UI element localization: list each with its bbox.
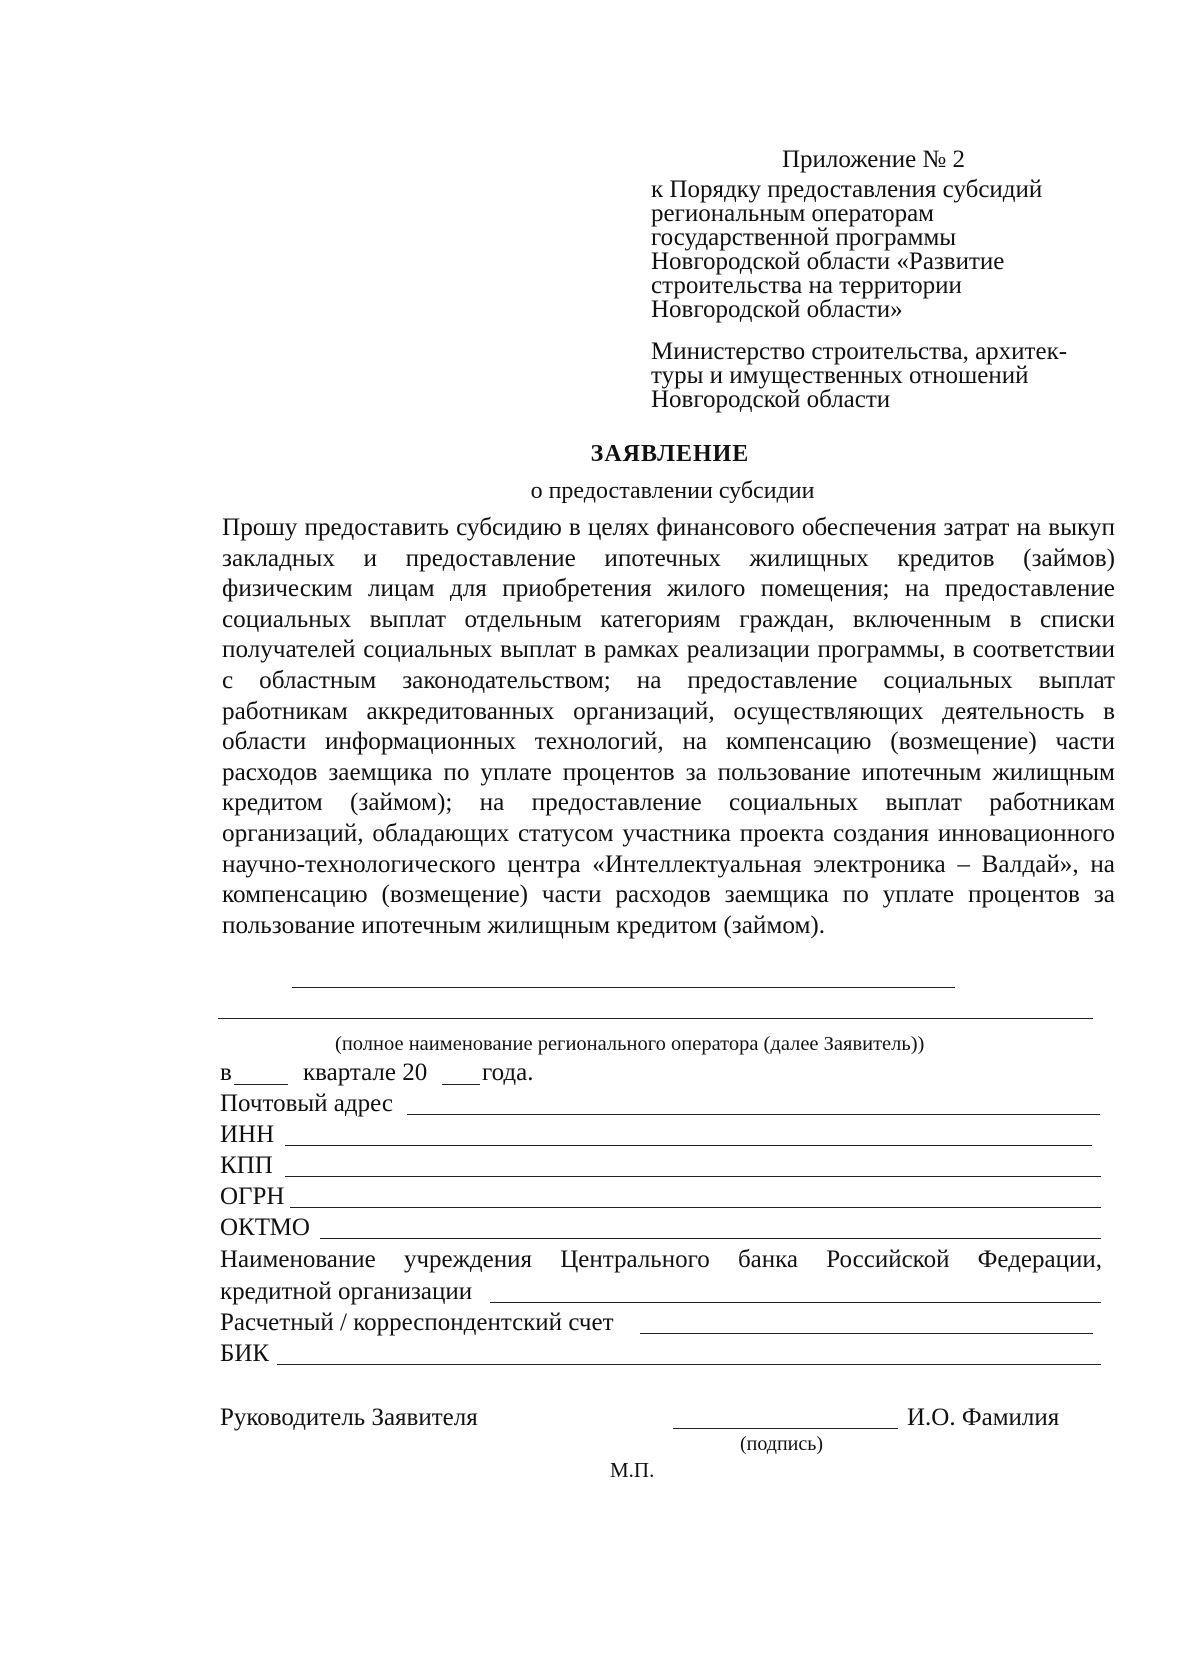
year-suffix: года.: [482, 1059, 534, 1086]
applicant-head-label: Руководитель Заявителя: [220, 1404, 478, 1431]
credit-organization-label: кредитной организации: [220, 1278, 473, 1305]
addressee-ministry: [651, 340, 1111, 412]
quarter-prefix: в: [220, 1059, 232, 1086]
stamp-place: М.П.: [610, 1458, 655, 1482]
ministry-line: Новгородской области: [651, 386, 891, 413]
inn-label: ИНН: [220, 1121, 275, 1148]
oktmo-label: ОКТМО: [220, 1214, 310, 1241]
signature-caption: (подпись): [740, 1433, 824, 1455]
postal-address-blank[interactable]: [407, 1114, 1100, 1115]
credit-organization-blank[interactable]: [490, 1302, 1101, 1303]
postal-address-label: Почтовый адрес: [220, 1090, 393, 1117]
order-line: к Порядку предоставления субсидий: [651, 176, 1043, 203]
ogrn-label: ОГРН: [220, 1183, 285, 1210]
document-subtitle: о предоставлении субсидии: [530, 478, 815, 504]
ogrn-blank[interactable]: [290, 1207, 1101, 1208]
account-label: Расчетный / корреспондентский счет: [220, 1309, 614, 1336]
year-blank[interactable]: [442, 1084, 480, 1085]
kpp-blank[interactable]: [285, 1176, 1101, 1177]
inn-blank[interactable]: [285, 1145, 1092, 1146]
applicant-name-caption: (полное наименование регионального оператора (далее Заявитель)): [335, 1033, 925, 1055]
bik-label: БИК: [220, 1340, 270, 1367]
ministry-line: Министерство строительства, архитек-: [651, 338, 1068, 365]
quarter-label: квартале 20: [303, 1059, 428, 1086]
order-line: Новгородской области»: [651, 296, 903, 323]
quarter-number-blank[interactable]: [234, 1084, 288, 1085]
request-paragraph: Прошу предоставить субсидию в целях финансового обеспечения затрат на выкуп закладных и предоставление ипотечных жилищных кредитов (займов) физическим лицам для приобретения жилого помещения; на предоставление социальных выплат отдельным категориям граждан, включенным в списки получателей социальных выплат в рамках реализации программы, в соответствии с областным законодательством; на предоставление социальных выплат работникам аккредитованных организаций, осуществляющих деятельность в области информационных технологий, на компенсацию (возмещение) части расходов заемщика по уплате процентов за пользование ипотечным жилищным кредитом (займом); на предоставление социальных выплат работникам организаций, обладающих статусом участника проекта создания инновационного научно-технологического центра «Интеллектуальная электроника – Валдай», на компенсацию (возмещение) части расходов заемщика по уплате процентов за пользование ипотечным жилищным кредитом (займом).: [222, 514, 1115, 939]
applicant-name-line-1[interactable]: [292, 987, 955, 988]
order-line: Новгородской области «Развитие: [651, 248, 1005, 275]
applicant-name-line-2[interactable]: [218, 1018, 1093, 1019]
bank-name-label: Наименование учреждения Центрального банка Российской Федерации,: [220, 1246, 1102, 1273]
order-line: региональным операторам: [651, 200, 934, 227]
document-title: ЗАЯВЛЕНИЕ: [590, 441, 750, 467]
order-line: строительства на территории: [651, 272, 962, 299]
appendix-number: Приложение № 2: [782, 146, 966, 173]
signatory-name: И.О. Фамилия: [907, 1404, 1060, 1431]
order-reference: [651, 178, 1121, 322]
bik-blank[interactable]: [277, 1364, 1101, 1365]
ministry-line: туры и имущественных отношений: [651, 362, 1029, 389]
signature-blank[interactable]: [673, 1428, 898, 1429]
kpp-label: КПП: [220, 1152, 273, 1179]
account-blank[interactable]: [640, 1333, 1093, 1334]
oktmo-blank[interactable]: [320, 1238, 1101, 1239]
order-line: государственной программы: [651, 224, 957, 251]
